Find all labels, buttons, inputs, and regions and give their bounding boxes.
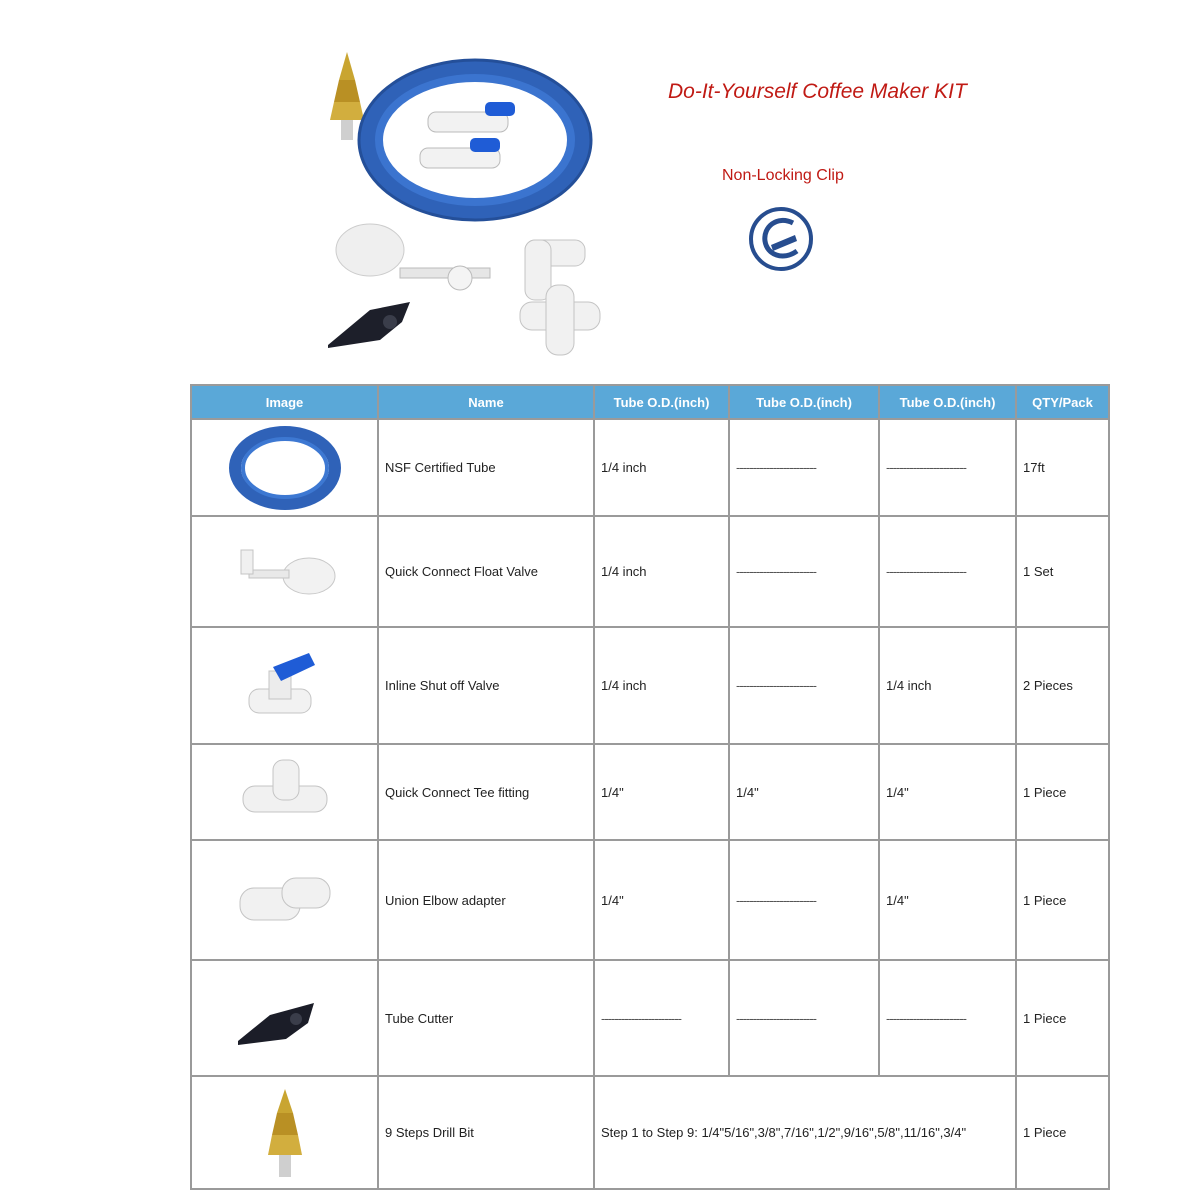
- tube-coil-icon: [225, 423, 345, 513]
- qty-pack: 2 Pieces: [1016, 627, 1109, 744]
- tube-od-1: 1/4 inch: [594, 516, 729, 627]
- table-row: [191, 840, 1109, 960]
- tube-od-3: ------------------------: [879, 419, 1016, 516]
- kit-title: Do-It-Yourself Coffee Maker KIT: [668, 80, 967, 103]
- qty-pack: 17ft: [1016, 419, 1109, 516]
- spec-table: [190, 384, 1110, 1190]
- item-name: Quick Connect Float Valve: [378, 516, 594, 627]
- tube-od-2: ------------------------: [729, 419, 879, 516]
- tube-od-1: ------------------------: [594, 960, 729, 1076]
- row-image: [191, 1076, 378, 1189]
- shutoff-valve-icon: [235, 641, 335, 731]
- item-name: Tube Cutter: [378, 960, 594, 1076]
- row-image: [191, 419, 378, 516]
- table-row: [191, 1076, 1109, 1189]
- tube-od-3: ------------------------: [879, 516, 1016, 627]
- float-valve-icon: [336, 224, 490, 290]
- drill-steps: Step 1 to Step 9: 1/4"5/16",3/8",7/16",1/2",9/16",5/8",11/16",3/4": [594, 1076, 1016, 1189]
- table-row: [191, 627, 1109, 744]
- header-tube-od-3: Tube O.D.(inch): [879, 385, 1016, 419]
- item-name: NSF Certified Tube: [378, 419, 594, 516]
- item-name: 9 Steps Drill Bit: [378, 1076, 594, 1189]
- non-locking-clip-icon: [747, 205, 815, 273]
- table-row: [191, 744, 1109, 840]
- tube-od-2: ------------------------: [729, 840, 879, 960]
- elbow-adapter-icon: [230, 860, 340, 940]
- item-name: Quick Connect Tee fitting: [378, 744, 594, 840]
- row-image: [191, 627, 378, 744]
- tee-fitting-icon: [235, 752, 335, 832]
- item-name: Union Elbow adapter: [378, 840, 594, 960]
- tube-cutter-icon: [328, 302, 410, 348]
- tube-od-1: 1/4": [594, 744, 729, 840]
- tube-od-2: 1/4": [729, 744, 879, 840]
- header-qty: QTY/Pack: [1016, 385, 1109, 419]
- drill-bit-icon: [255, 1083, 315, 1183]
- qty-pack: 1 Piece: [1016, 744, 1109, 840]
- table-row: [191, 516, 1109, 627]
- table-row: [191, 960, 1109, 1076]
- tube-od-3: 1/4 inch: [879, 627, 1016, 744]
- table-header-row: [191, 385, 1109, 419]
- row-image: [191, 516, 378, 627]
- tube-od-3: 1/4": [879, 840, 1016, 960]
- tube-cutter-icon: [230, 983, 340, 1053]
- item-name: Inline Shut off Valve: [378, 627, 594, 744]
- clip-label: Non-Locking Clip: [722, 167, 844, 184]
- tube-od-1: 1/4 inch: [594, 627, 729, 744]
- tube-od-2: ------------------------: [729, 516, 879, 627]
- shutoff-valve-icon: [420, 102, 515, 168]
- tube-od-3: 1/4": [879, 744, 1016, 840]
- header-image: Image: [191, 385, 378, 419]
- float-valve-icon: [225, 532, 345, 612]
- row-image: [191, 840, 378, 960]
- qty-pack: 1 Set: [1016, 516, 1109, 627]
- table-row: [191, 419, 1109, 516]
- kit-product-image: [310, 40, 610, 360]
- tube-od-1: 1/4": [594, 840, 729, 960]
- row-image: [191, 744, 378, 840]
- header-name: Name: [378, 385, 594, 419]
- row-image: [191, 960, 378, 1076]
- tube-od-2: ------------------------: [729, 627, 879, 744]
- qty-pack: 1 Piece: [1016, 1076, 1109, 1189]
- drill-bit-icon: [330, 52, 364, 140]
- header-tube-od-1: Tube O.D.(inch): [594, 385, 729, 419]
- qty-pack: 1 Piece: [1016, 960, 1109, 1076]
- header-tube-od-2: Tube O.D.(inch): [729, 385, 879, 419]
- tube-od-1: 1/4 inch: [594, 419, 729, 516]
- qty-pack: 1 Piece: [1016, 840, 1109, 960]
- tube-od-3: ------------------------: [879, 960, 1016, 1076]
- tube-od-2: ------------------------: [729, 960, 879, 1076]
